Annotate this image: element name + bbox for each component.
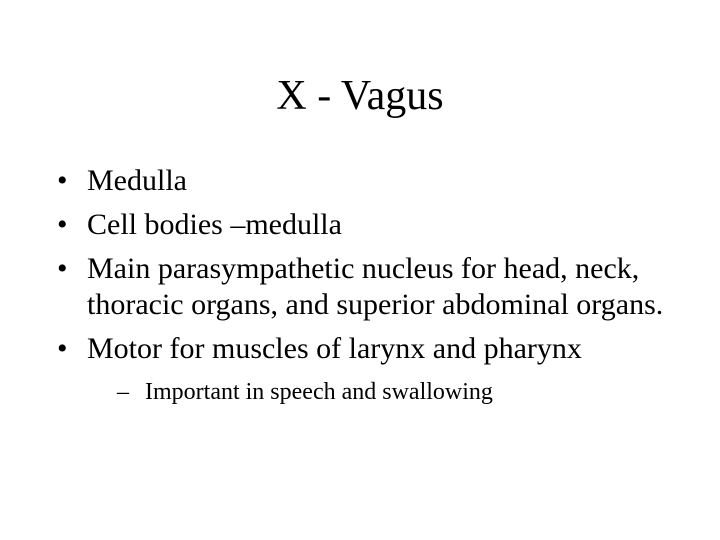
- sub-bullet-text: Important in speech and swallowing: [145, 379, 493, 405]
- bullet-marker: •: [57, 208, 68, 241]
- sub-bullet-marker: –: [117, 379, 129, 405]
- bullet-text: Cell bodies –medulla: [87, 208, 342, 241]
- bullet-list: [57, 163, 697, 415]
- bullet-marker: •: [57, 252, 68, 285]
- bullet-marker: •: [57, 332, 68, 365]
- bullet-text: Medulla: [87, 164, 187, 197]
- bullet-item: [57, 163, 697, 199]
- slide-title: X - Vagus: [276, 73, 444, 119]
- bullet-item: [57, 251, 697, 323]
- bullet-text: Motor for muscles of larynx and pharynx: [87, 332, 582, 365]
- bullet-item: [57, 207, 697, 243]
- bullet-item: [57, 331, 697, 407]
- sub-bullet-item: [87, 377, 697, 407]
- bullet-marker: •: [57, 164, 68, 197]
- bullet-text: Main parasympathetic nucleus for head, neck, thoracic organs, and superior abdominal organs.: [87, 252, 664, 321]
